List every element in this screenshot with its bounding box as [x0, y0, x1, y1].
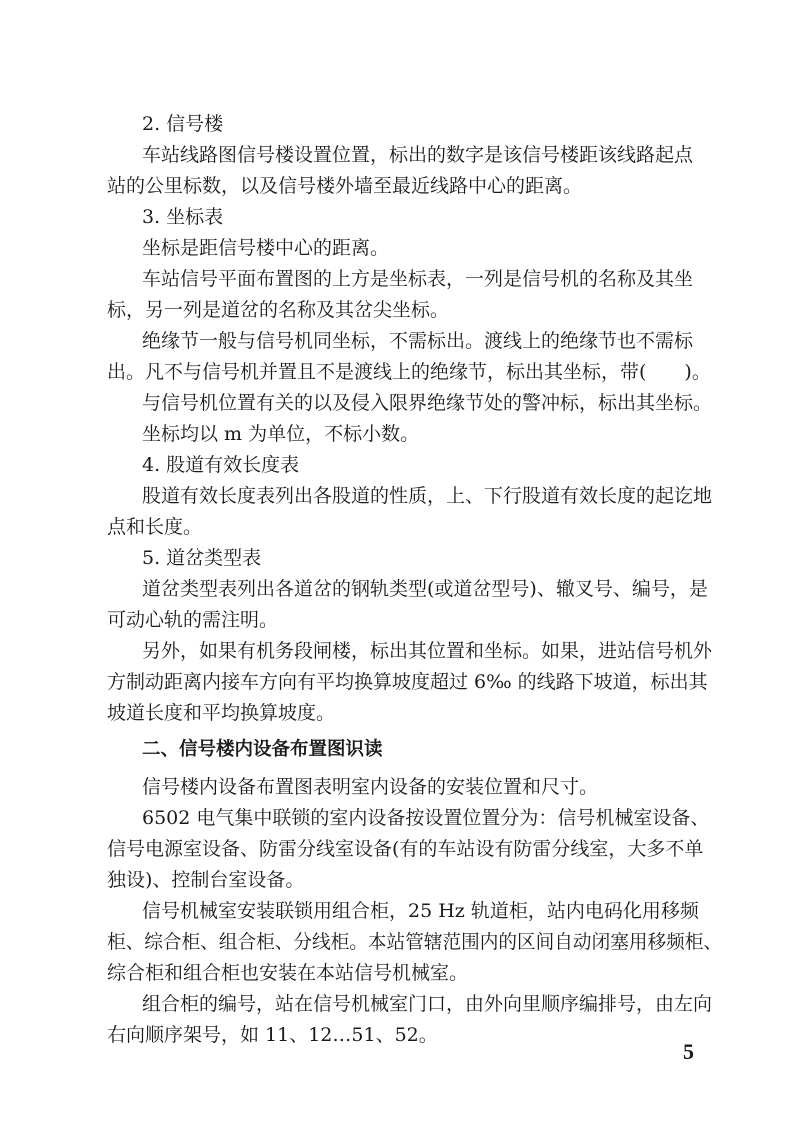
subsection-heading-coordinate-table: 3. 坐标表	[142, 206, 224, 228]
paragraph-line: 另外，如果有机务段闸楼，标出其位置和坐标。如果，进站信号机外	[142, 640, 713, 662]
paragraph-line: 独设)、控制台室设备。	[107, 869, 305, 891]
paragraph-line: 坡道长度和平均换算坡度。	[107, 702, 336, 724]
paragraph-line: 综合柜和组合柜也安装在本站信号机械室。	[107, 962, 469, 984]
paragraph-line: 方制动距离内接车方向有平均换算坡度超过 6‰ 的线路下坡道，标出其	[107, 671, 708, 693]
subsection-heading-turnout-type-table: 5. 道岔类型表	[142, 547, 262, 569]
subsection-heading-signal-building: 2. 信号楼	[142, 113, 224, 135]
paragraph-line: 右向顺序架号，如 11、12…51、52。	[107, 1024, 438, 1046]
paragraph-line: 与信号机位置有关的以及侵入限界绝缘节处的警冲标，标出其坐标。	[142, 392, 713, 414]
paragraph-line: 信号机械室安装联锁用组合柜，25 Hz 轨道柜，站内电码化用移频	[142, 900, 699, 922]
paragraph-line: 道岔类型表列出各道岔的钢轨类型(或道岔型号)、辙叉号、编号，是	[142, 578, 708, 600]
paragraph-line: 信号电源室设备、防雷分线室设备(有的车站设有防雷分线室，大多不单	[107, 838, 704, 860]
paragraph-line: 出。凡不与信号机并置且不是渡线上的绝缘节，标出其坐标，带( )。	[107, 361, 711, 383]
page-number: 5	[683, 1039, 694, 1064]
paragraph-line: 站的公里标数，以及信号楼外墙至最近线路中心的距离。	[107, 175, 583, 197]
paragraph-line: 信号楼内设备布置图表明室内设备的安装位置和尺寸。	[142, 776, 599, 798]
paragraph-line: 坐标均以 m 为单位，不标小数。	[142, 423, 420, 445]
paragraph-line: 股道有效长度表列出各股道的性质，上、下行股道有效长度的起讫地	[142, 485, 713, 507]
paragraph-line: 标，另一列是道岔的名称及其岔尖坐标。	[107, 299, 450, 321]
paragraph-line: 车站线路图信号楼设置位置，标出的数字是该信号楼距该线路起点	[142, 144, 694, 166]
paragraph-line: 车站信号平面布置图的上方是坐标表，一列是信号机的名称及其坐	[142, 268, 694, 290]
paragraph-line: 绝缘节一般与信号机同坐标，不需标出。渡线上的绝缘节也不需标	[142, 330, 694, 352]
paragraph-line: 可动心轨的需注明。	[107, 609, 279, 631]
paragraph-line: 6502 电气集中联锁的室内设备按设置位置分为：信号机械室设备、	[142, 807, 710, 829]
paragraph-line: 组合柜的编号，站在信号机械室门口，由外向里顺序编排号，由左向	[142, 993, 713, 1015]
paragraph-line: 点和长度。	[107, 516, 203, 538]
section-heading: 二、信号楼内设备布置图识读	[142, 739, 383, 760]
paragraph-line: 坐标是距信号楼中心的距离。	[142, 237, 390, 259]
subsection-heading-track-length-table: 4. 股道有效长度表	[142, 454, 300, 476]
paragraph-line: 柜、综合柜、组合柜、分线柜。本站管辖范围内的区间自动闭塞用移频柜、	[107, 931, 723, 953]
